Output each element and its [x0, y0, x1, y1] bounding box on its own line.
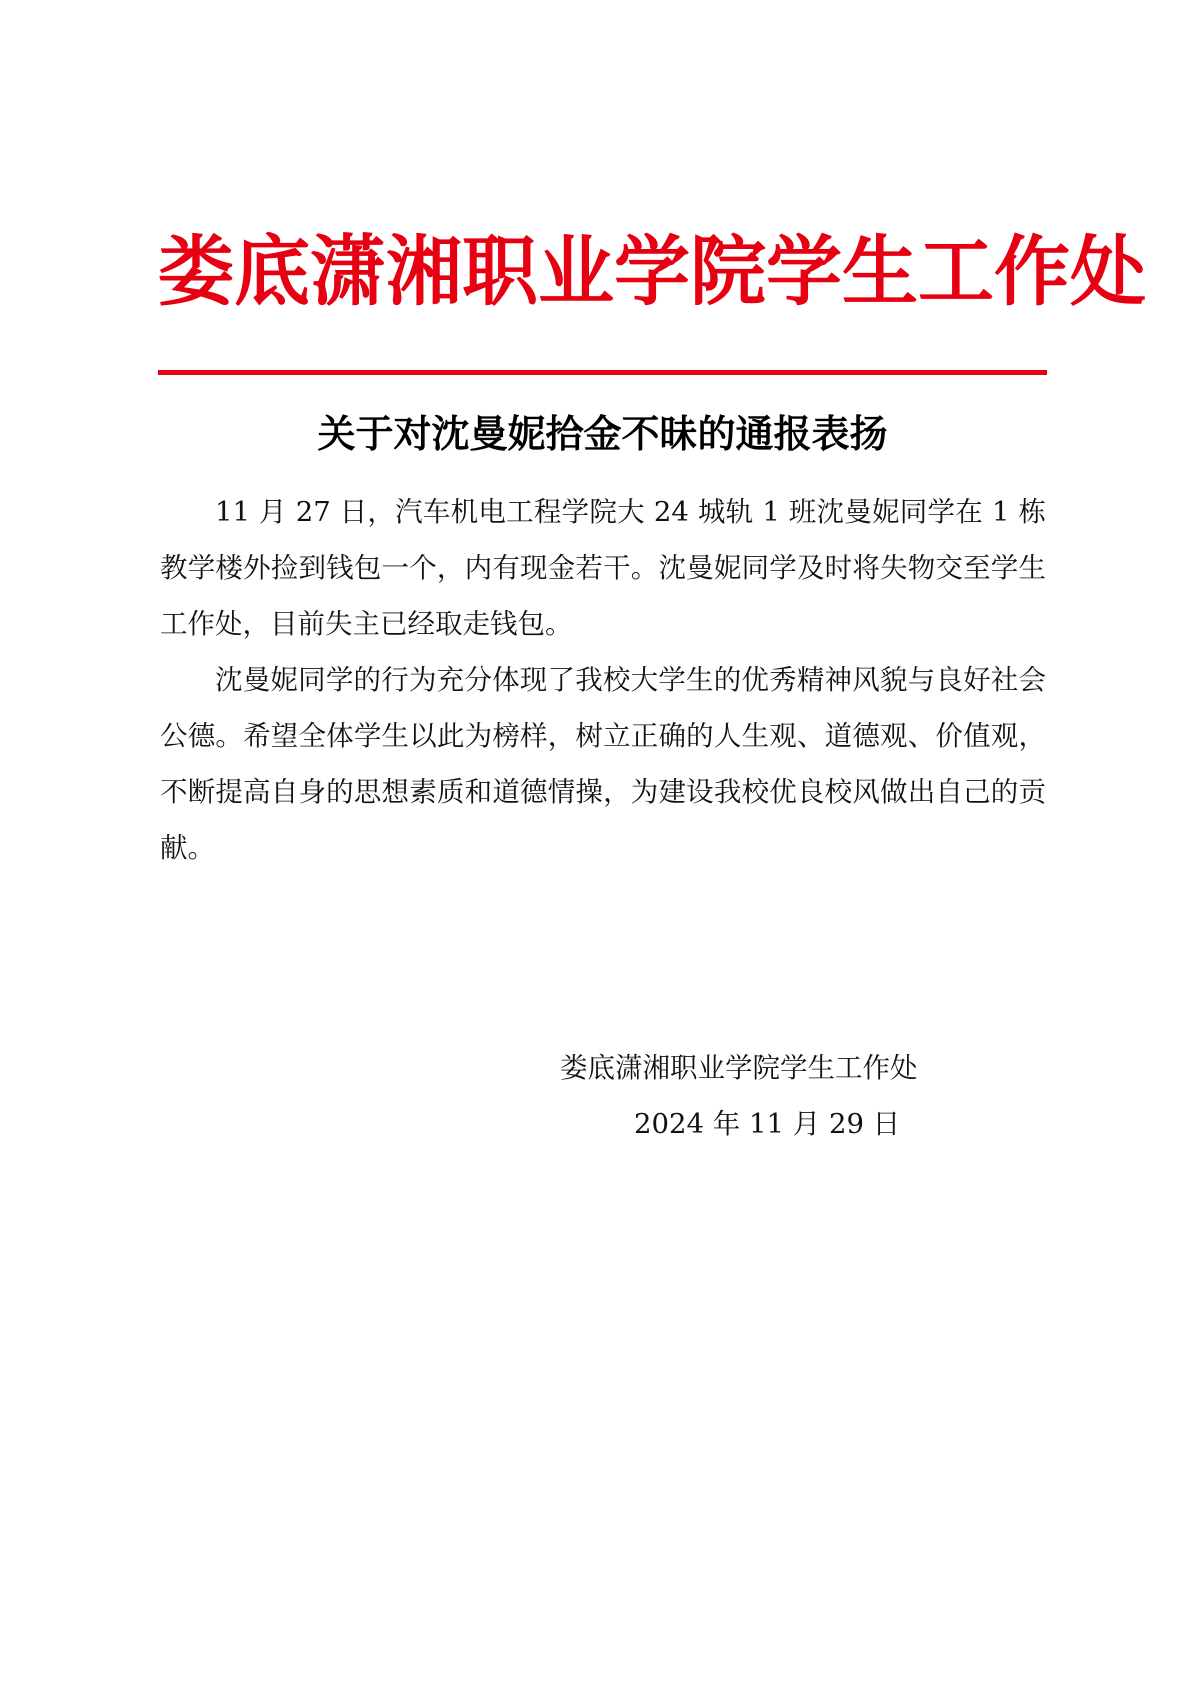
document-title: 关于对沈曼妮拾金不昧的通报表扬	[317, 411, 888, 456]
body-paragraph-1: 11 月 27 日，汽车机电工程学院大 24 城轨 1 班沈曼妮同学在 1 栋教学楼外捡到钱包一个，内有现金若干。沈曼妮同学及时将失物交至学生工作处，目前失主已经取走钱包。	[160, 496, 1046, 640]
signature-organization: 娄底潇湘职业学院学生工作处	[560, 1052, 918, 1084]
letterhead-title: 娄底潇湘职业学院学生工作处	[158, 227, 1146, 316]
document-body	[160, 484, 1046, 876]
signature-block	[560, 1040, 1010, 1152]
letterhead-red-rule	[158, 370, 1047, 375]
signature-date: 2024 年 11 月 29 日	[634, 1108, 901, 1140]
body-paragraph-2: 沈曼妮同学的行为充分体现了我校大学生的优秀精神风貌与良好社会公德。希望全体学生以此为榜样，树立正确的人生观、道德观、价值观，不断提高自身的思想素质和道德情操，为建设我校优良校风做出自己的贡献。	[160, 664, 1046, 864]
